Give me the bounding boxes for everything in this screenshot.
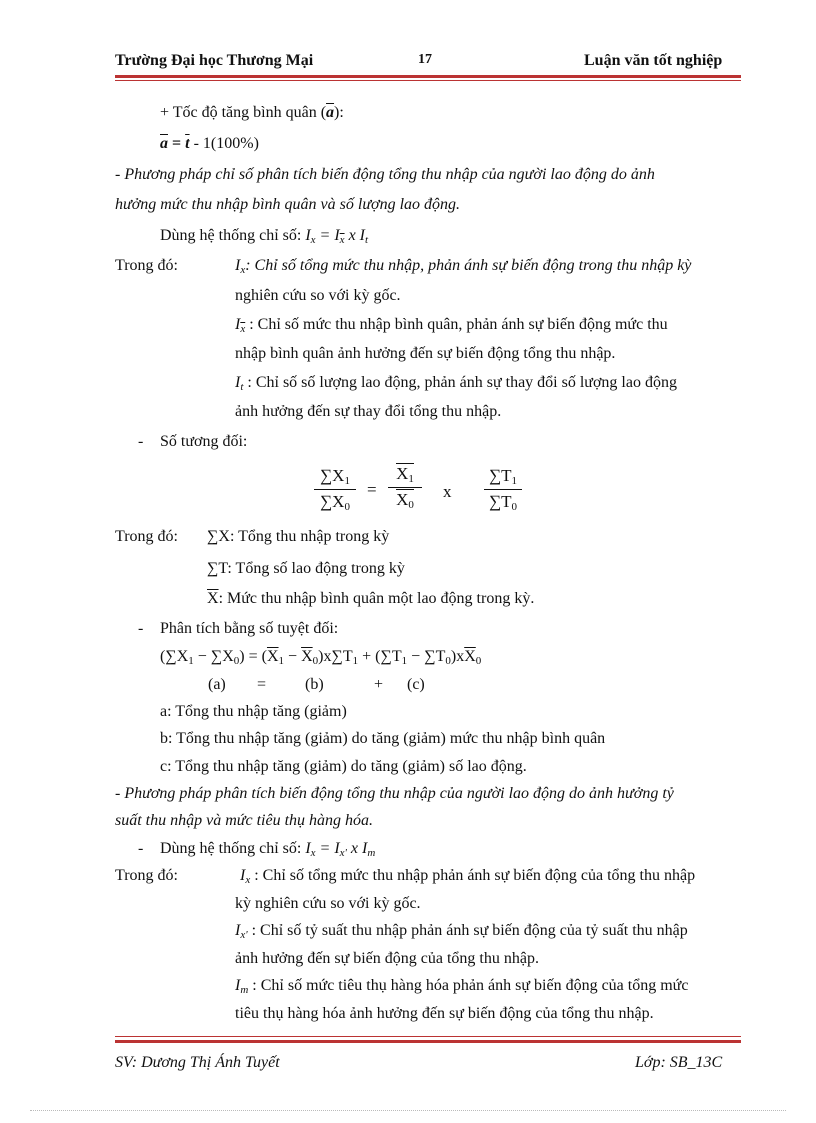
ixbar-text: : Chỉ số mức thu nhập bình quân, phản ánh sự biến động mức thu [245, 316, 668, 333]
dash-system-2: - [138, 840, 144, 857]
index-system-2: Dùng hệ thống chỉ số: $I_x = I_{x'}$ x $I_m$ [160, 840, 376, 859]
formula-lhs: $\overline{a}$ [160, 135, 168, 152]
ix2-def-2: kỳ nghiên cứu so với kỳ gốc. [235, 895, 421, 912]
absolute-formula: $(\sum X1 - \sum X0) = (\overline{X}1 - \overline{X}0)x\sum T1 + (\sum T1 - \sum T0)x\overline{X}0$ [160, 648, 482, 667]
ix-def-2: nghiên cứu so với kỳ gốc. [235, 287, 401, 304]
it-def-2: ảnh hưởng đến sự thay đổi tổng thu nhập. [235, 403, 502, 420]
formula-rest: - 1(100%) [189, 135, 259, 152]
abc-b: (b) [305, 676, 324, 693]
method2-line1: - Phương pháp phân tích biến động tổng thu nhập của người lao động do ảnh hưởng tỷ [115, 785, 674, 802]
b-line: b: Tổng thu nhập tăng (giảm) do tăng (giảm) mức thu nhập bình quân [160, 730, 606, 747]
abc-eq: = [257, 676, 267, 693]
avg-rate-label: + Tốc độ tăng bình quân ( [160, 104, 327, 121]
ix2-def: $I_x$ : Chỉ số tổng mức thu nhập phản ánh sự biến động của tổng thu nhập [240, 867, 696, 886]
formula-eq: = [168, 135, 186, 152]
im-text: : Chỉ số mức tiêu thụ hàng hóa phản ánh sự biến động của tổng mức [248, 977, 689, 994]
avg-rate-end: ): [334, 104, 344, 121]
footer-class: Lớp: SB_13C [635, 1054, 723, 1071]
fraction-sum-t: ∑T1 ∑T0 [484, 466, 522, 513]
a-line: a: Tổng thu nhập tăng (giảm) [160, 703, 347, 720]
def-xbar: $\overline{X}$: Mức thu nhập bình quân một lao động trong kỳ. [207, 590, 535, 607]
dash-absolute: - [138, 620, 144, 637]
index-system-1-label: Dùng hệ thống chỉ số: [160, 227, 306, 244]
avg-rate-symbol: $\overline{a}$ [326, 104, 335, 121]
abc-a: (a) [208, 676, 226, 693]
page-number: 17 [418, 52, 432, 67]
index-system-1 [160, 227, 368, 246]
def-sum-x: ∑X: Tổng thu nhập trong kỳ [207, 528, 390, 545]
it-text: : Chỉ số số lượng lao động, phản ánh sự thay đổi số lượng lao động [243, 374, 677, 391]
where-label-1: Trong đó: [115, 257, 178, 274]
ix-def: $I_x$: Chỉ số tổng mức thu nhập, phản ánh sự biến động trong thu nhập kỳ [235, 257, 692, 276]
it-def: $I_t$ : Chỉ số số lượng lao động, phản ánh sự thay đổi số lượng lao động [235, 374, 677, 393]
index-system-2-label: Dùng hệ thống chỉ số: [160, 840, 306, 857]
avg-rate-line [160, 104, 344, 122]
abc-plus: + [374, 676, 384, 693]
im-def: $I_m$ : Chỉ số mức tiêu thụ hàng hóa phản ánh sự biến động của tổng mức [235, 977, 689, 996]
method1-line1: - Phương pháp chỉ số phân tích biến động tổng thu nhập của người lao động do ảnh [115, 166, 655, 183]
where-label-2: Trong đó: [115, 528, 178, 545]
fraction-equals: = [367, 480, 377, 499]
c-line: c: Tổng thu nhập tăng (giảm) do tăng (giảm) số lao động. [160, 758, 527, 775]
footer-rule-thin [115, 1036, 741, 1037]
formula-t: $\overline{t}$ [185, 135, 190, 152]
ixp-def: $I_{x'}$ : Chỉ số tỷ suất thu nhập phản ánh sự biến động của tỷ suất thu nhập [235, 922, 688, 941]
header-rule-thin [115, 80, 741, 81]
method2-line2: suất thu nhập và mức tiêu thụ hàng hóa. [115, 812, 374, 829]
relative-label: Số tương đối: [160, 433, 248, 450]
ix-symbol: I [235, 257, 241, 274]
dash-relative: - [138, 433, 144, 450]
footer-student: SV: Dương Thị Ánh Tuyết [115, 1054, 280, 1071]
ixp-text: : Chỉ số tỷ suất thu nhập phản ánh sự biến động của tỷ suất thu nhập [247, 922, 688, 939]
abc-c: (c) [407, 676, 425, 693]
ixbar-def: $I_{\overline{x}}$ : Chỉ số mức thu nhập bình quân, phản ánh sự biến động mức thu [235, 316, 668, 335]
header-title: Luận văn tốt nghiệp [584, 52, 723, 69]
def-sum-t: ∑T: Tổng số lao động trong kỳ [207, 560, 405, 577]
ix-text: : Chỉ số tổng mức thu nhập, phản ánh sự biến động trong thu nhập kỳ [245, 257, 692, 274]
fraction-sum-x: ∑X1 ∑X0 [314, 466, 356, 513]
fraction-avg-x: X1 X0 [388, 464, 422, 511]
page-edge [30, 1110, 786, 1111]
method1-line2: hưởng mức thu nhập bình quân và số lượng lao động. [115, 196, 461, 213]
ixp-def-2: ảnh hưởng đến sự biến động của tổng thu nhập. [235, 950, 539, 967]
im-def-2: tiêu thụ hàng hóa ảnh hưởng đến sự biến động của tổng thu nhập. [235, 1005, 654, 1022]
where-label-3: Trong đó: [115, 867, 178, 884]
formula-i: I [305, 227, 311, 244]
ix2-text: : Chỉ số tổng mức thu nhập phản ánh sự biến động của tổng thu nhập [250, 867, 696, 884]
header-rule-thick [115, 75, 741, 78]
def-xbar-text: : Mức thu nhập bình quân một lao động trong kỳ. [218, 590, 535, 607]
footer-rule-thick [115, 1040, 741, 1043]
header-school: Trường Đại học Thương Mại [115, 52, 314, 69]
index-system-1-formula: $I_x = I_{\overline{x}}$ x $I_t$ [305, 227, 369, 246]
avg-rate-formula [160, 135, 259, 153]
ixbar-def-2: nhập bình quân ảnh hưởng đến sự biến động tổng thu nhập. [235, 345, 616, 362]
absolute-label: Phân tích bằng số tuyệt đối: [160, 620, 339, 637]
fraction-times: x [443, 482, 452, 501]
